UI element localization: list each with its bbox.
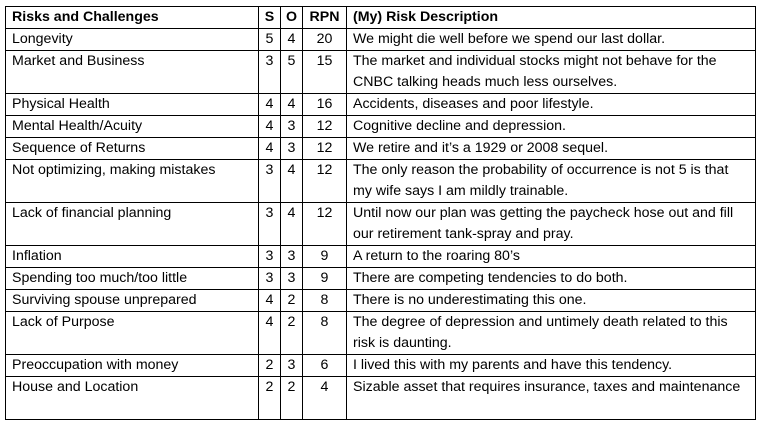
cell-risk: Lack of Purpose bbox=[6, 312, 259, 355]
cell-s: 3 bbox=[259, 246, 281, 268]
cell-o: 2 bbox=[281, 377, 303, 420]
cell-rpn: 8 bbox=[303, 312, 347, 355]
table-row bbox=[6, 138, 756, 160]
cell-s: 5 bbox=[259, 29, 281, 51]
cell-risk: Physical Health bbox=[6, 94, 259, 116]
cell-o: 4 bbox=[281, 203, 303, 246]
cell-rpn: 12 bbox=[303, 138, 347, 160]
cell-s: 4 bbox=[259, 312, 281, 355]
cell-risk: Preoccupation with money bbox=[6, 355, 259, 377]
cell-rpn: 9 bbox=[303, 246, 347, 268]
header-occurrence: O bbox=[281, 7, 303, 29]
risk-table bbox=[5, 6, 756, 420]
cell-rpn: 12 bbox=[303, 160, 347, 203]
cell-s: 4 bbox=[259, 116, 281, 138]
cell-rpn: 4 bbox=[303, 377, 347, 420]
cell-description: The only reason the probability of occurrence is not 5 is that my wife says I am mildly trainable. bbox=[347, 160, 756, 203]
table-row bbox=[6, 290, 756, 312]
cell-description: The degree of depression and untimely death related to this risk is daunting. bbox=[347, 312, 756, 355]
table-row bbox=[6, 246, 756, 268]
cell-rpn: 8 bbox=[303, 290, 347, 312]
cell-o: 3 bbox=[281, 246, 303, 268]
cell-s: 4 bbox=[259, 94, 281, 116]
cell-risk: Not optimizing, making mistakes bbox=[6, 160, 259, 203]
cell-rpn: 12 bbox=[303, 203, 347, 246]
cell-risk: Sequence of Returns bbox=[6, 138, 259, 160]
cell-risk: Market and Business bbox=[6, 51, 259, 94]
table-row bbox=[6, 377, 756, 420]
cell-rpn: 16 bbox=[303, 94, 347, 116]
cell-o: 3 bbox=[281, 116, 303, 138]
cell-rpn: 20 bbox=[303, 29, 347, 51]
cell-s: 2 bbox=[259, 377, 281, 420]
cell-s: 3 bbox=[259, 51, 281, 94]
cell-rpn: 9 bbox=[303, 268, 347, 290]
cell-description: There are competing tendencies to do both. bbox=[347, 268, 756, 290]
cell-rpn: 15 bbox=[303, 51, 347, 94]
cell-o: 3 bbox=[281, 138, 303, 160]
cell-description: Accidents, diseases and poor lifestyle. bbox=[347, 94, 756, 116]
cell-rpn: 12 bbox=[303, 116, 347, 138]
header-risks-and-challenges: Risks and Challenges bbox=[6, 7, 259, 29]
table-row bbox=[6, 94, 756, 116]
header-severity: S bbox=[259, 7, 281, 29]
cell-s: 3 bbox=[259, 203, 281, 246]
table-row bbox=[6, 29, 756, 51]
header-rpn: RPN bbox=[303, 7, 347, 29]
table-row bbox=[6, 160, 756, 203]
cell-o: 3 bbox=[281, 268, 303, 290]
cell-o: 4 bbox=[281, 29, 303, 51]
cell-risk: House and Location bbox=[6, 377, 259, 420]
table-row bbox=[6, 51, 756, 94]
cell-description: Cognitive decline and depression. bbox=[347, 116, 756, 138]
cell-s: 3 bbox=[259, 268, 281, 290]
risk-table-container bbox=[5, 6, 755, 420]
cell-o: 2 bbox=[281, 312, 303, 355]
header-risk-description: (My) Risk Description bbox=[347, 7, 756, 29]
cell-risk: Lack of financial planning bbox=[6, 203, 259, 246]
cell-risk: Spending too much/too little bbox=[6, 268, 259, 290]
cell-s: 2 bbox=[259, 355, 281, 377]
cell-description: There is no underestimating this one. bbox=[347, 290, 756, 312]
cell-o: 4 bbox=[281, 94, 303, 116]
cell-description: Until now our plan was getting the paycheck hose out and fill our retirement tank-spray and pray. bbox=[347, 203, 756, 246]
cell-s: 4 bbox=[259, 138, 281, 160]
cell-description: A return to the roaring 80’s bbox=[347, 246, 756, 268]
cell-description: We retire and it’s a 1929 or 2008 sequel. bbox=[347, 138, 756, 160]
cell-risk: Inflation bbox=[6, 246, 259, 268]
cell-risk: Surviving spouse unprepared bbox=[6, 290, 259, 312]
cell-o: 4 bbox=[281, 160, 303, 203]
cell-description: The market and individual stocks might not behave for the CNBC talking heads much less ourselves. bbox=[347, 51, 756, 94]
table-header-row bbox=[6, 7, 756, 29]
cell-rpn: 6 bbox=[303, 355, 347, 377]
cell-s: 4 bbox=[259, 290, 281, 312]
cell-s: 3 bbox=[259, 160, 281, 203]
cell-o: 3 bbox=[281, 355, 303, 377]
cell-risk: Longevity bbox=[6, 29, 259, 51]
cell-risk: Mental Health/Acuity bbox=[6, 116, 259, 138]
table-row bbox=[6, 268, 756, 290]
cell-o: 5 bbox=[281, 51, 303, 94]
cell-description: I lived this with my parents and have this tendency. bbox=[347, 355, 756, 377]
table-row bbox=[6, 203, 756, 246]
table-row bbox=[6, 312, 756, 355]
cell-description: We might die well before we spend our last dollar. bbox=[347, 29, 756, 51]
cell-o: 2 bbox=[281, 290, 303, 312]
table-row bbox=[6, 355, 756, 377]
cell-description: Sizable asset that requires insurance, taxes and maintenance bbox=[347, 377, 756, 420]
table-row bbox=[6, 116, 756, 138]
